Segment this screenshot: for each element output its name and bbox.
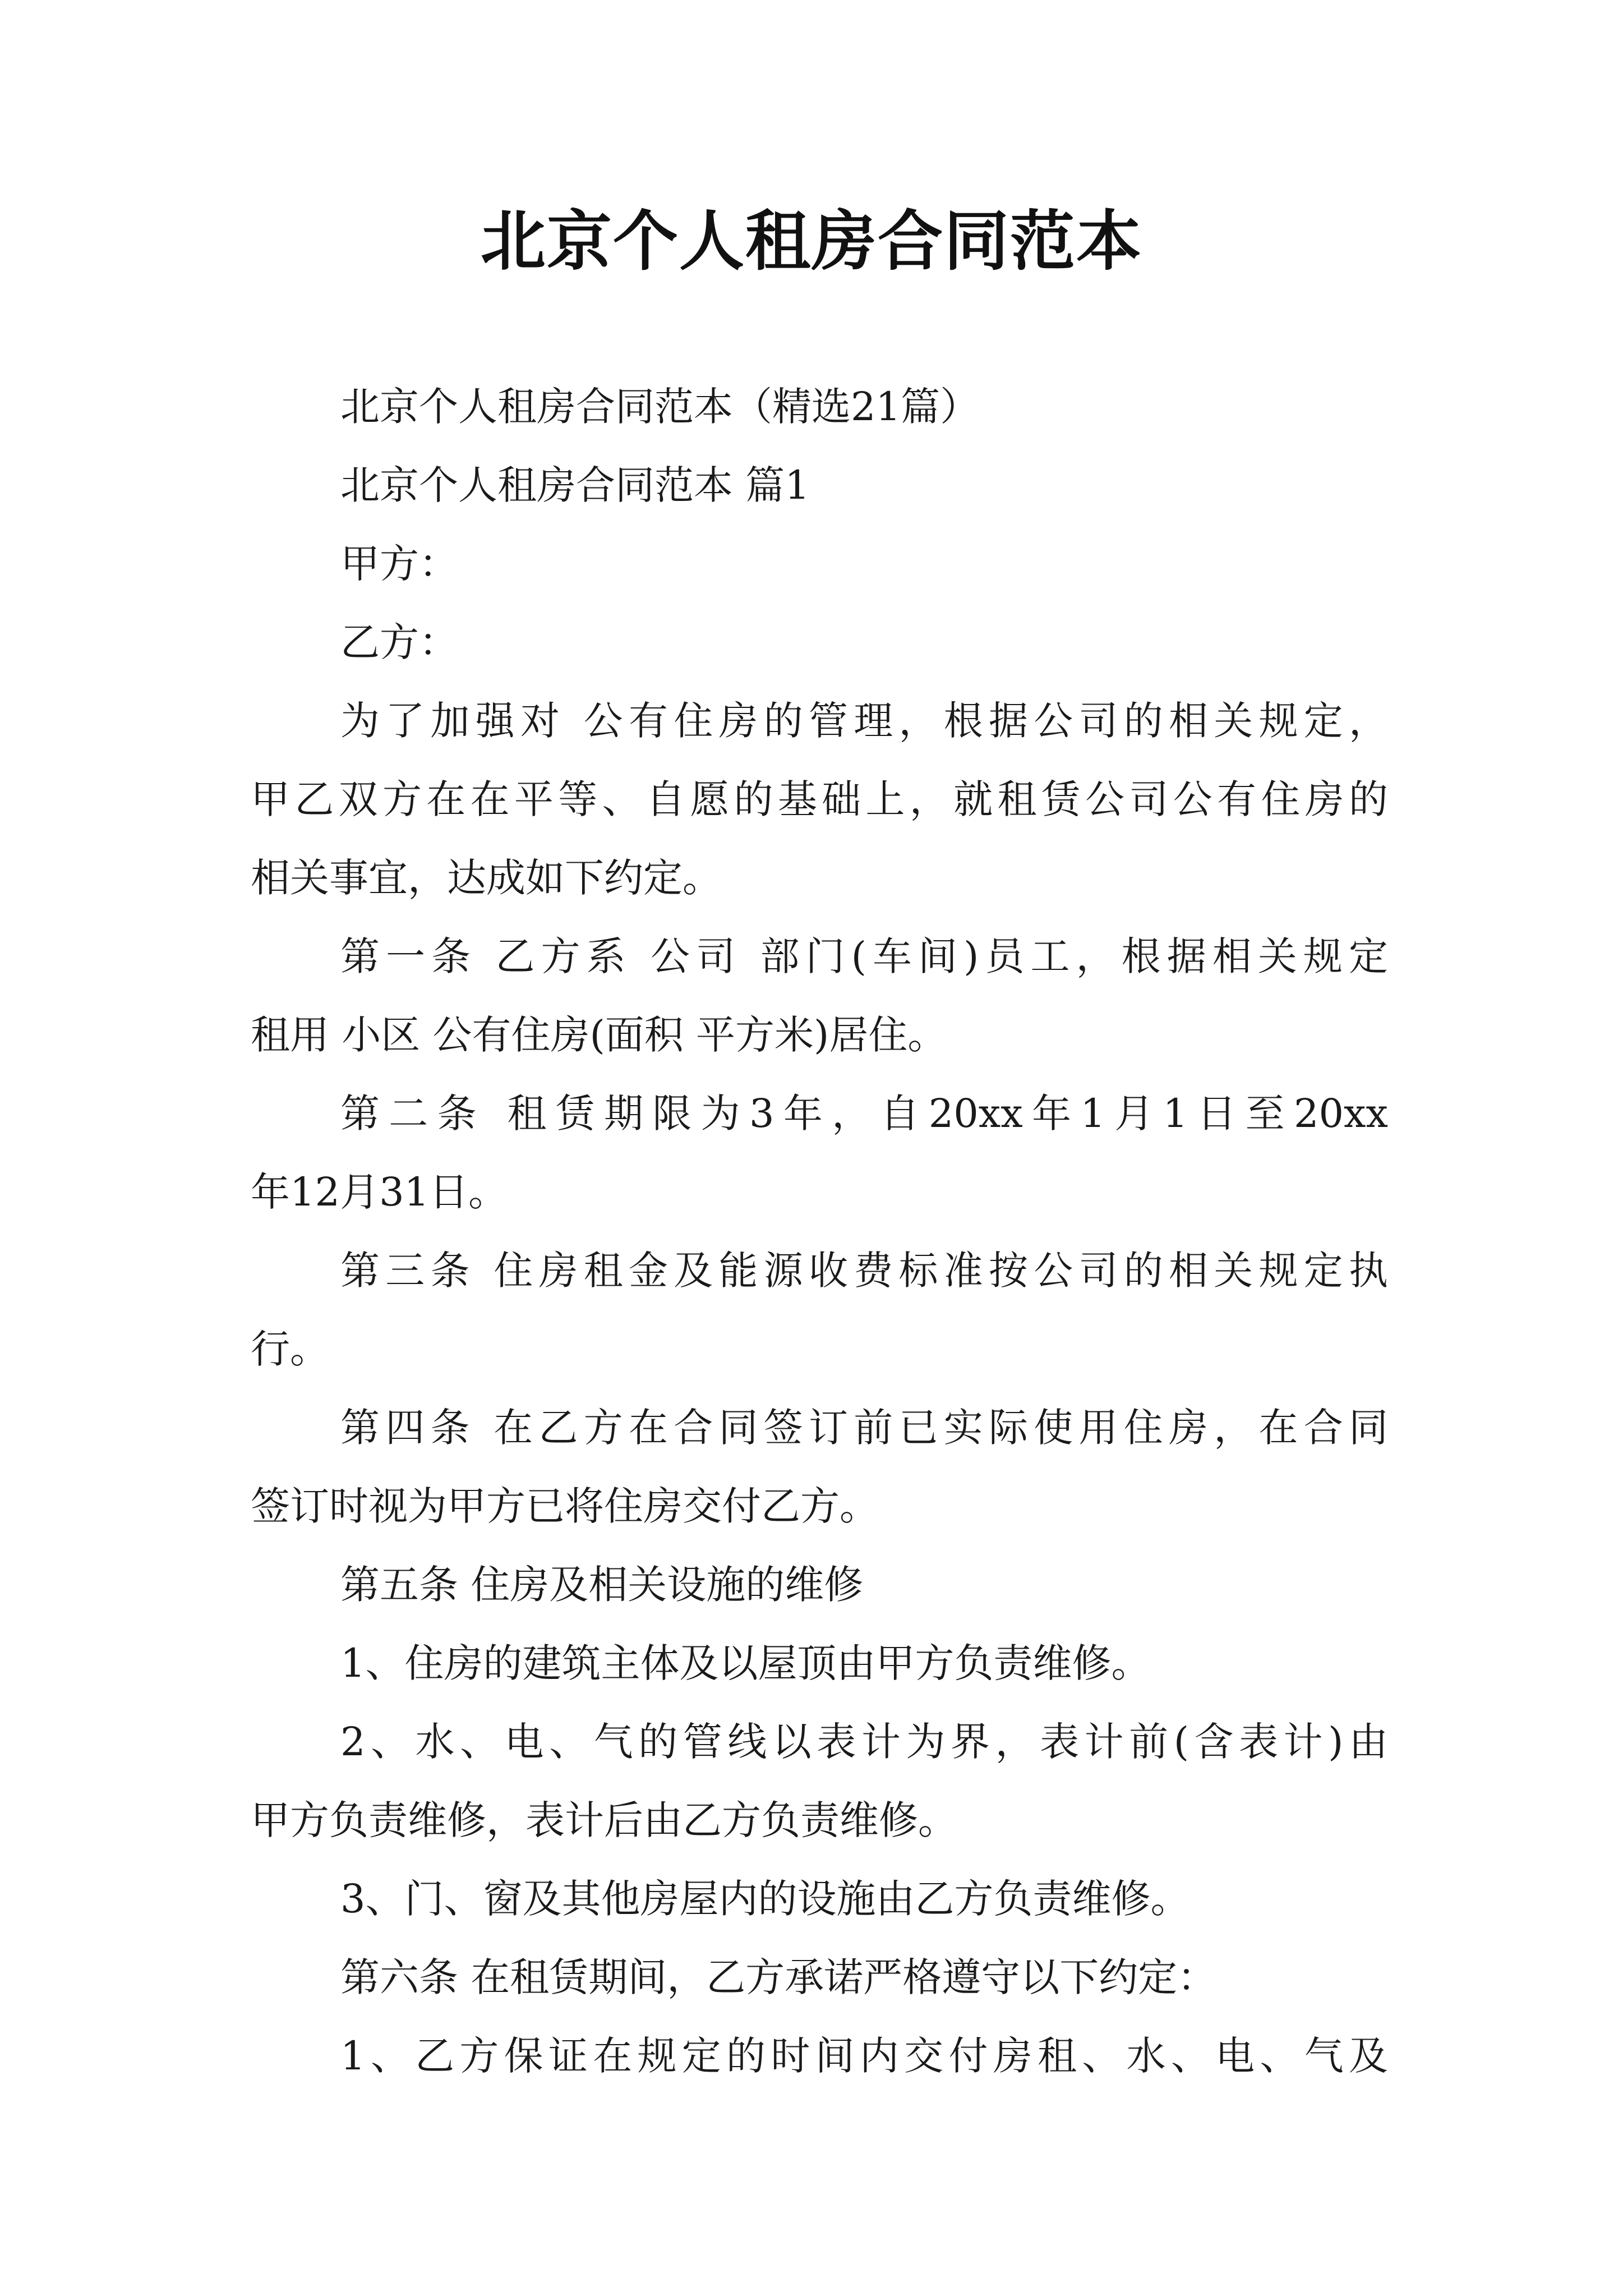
doc-line-preamble-2: 甲乙双方在在平等、自愿的基础上，就租赁公司公有住房的 (251, 776, 1388, 822)
document-title: 北京个人租房合同范本 (481, 203, 1142, 279)
doc-line-article-5-item-2b: 甲方负责维修，表计后由乙方负责维修。 (251, 1797, 957, 1843)
doc-line-article-5-item-1: 1、住房的建筑主体及以屋顶由甲方负责维修。 (340, 1640, 1151, 1686)
doc-line-article-5-item-2a: 2、水、电、气的管线以表计为界，表计前(含表计)由 (340, 1719, 1388, 1765)
doc-line-article-4a: 第四条 在乙方在合同签订前已实际使用住房，在合同 (340, 1405, 1388, 1451)
doc-line-preamble-3: 相关事宜，达成如下约定。 (251, 855, 722, 901)
doc-line-preamble-1: 为了加强对 公有住房的管理，根据公司的相关规定， (340, 698, 1388, 744)
doc-line-article-1a: 第一条 乙方系 公司 部门(车间)员工，根据相关规定 (340, 933, 1388, 979)
doc-line-article-2a: 第二条 租赁期限为3年，自20xx年1月1日至20xx (340, 1091, 1388, 1137)
doc-line-article-1b: 租用 小区 公有住房(面积 平方米)居住。 (251, 1012, 947, 1058)
doc-line-article-6: 第六条 在租赁期间，乙方承诺严格遵守以下约定： (340, 1954, 1217, 2000)
doc-line-article-5-item-3: 3、门、窗及其他房屋内的设施由乙方负责维修。 (340, 1876, 1190, 1922)
doc-line-article-3b: 行。 (251, 1326, 329, 1372)
doc-line-article-6-item-1: 1、乙方保证在规定的时间内交付房租、水、电、气及 (340, 2033, 1388, 2079)
doc-line-section-heading: 北京个人租房合同范本 篇1 (340, 462, 810, 508)
doc-line-article-3a: 第三条 住房租金及能源收费标准按公司的相关规定执 (340, 1248, 1388, 1294)
doc-line-party-a: 甲方： (340, 541, 458, 587)
doc-line-article-4b: 签订时视为甲方已将住房交付乙方。 (251, 1483, 879, 1529)
doc-line-article-5: 第五条 住房及相关设施的维修 (340, 1562, 864, 1608)
doc-line-selection-note: 北京个人租房合同范本（精选21篇） (340, 384, 980, 430)
doc-line-party-b: 乙方： (340, 619, 458, 665)
doc-line-article-2b: 年12月31日。 (251, 1169, 508, 1215)
